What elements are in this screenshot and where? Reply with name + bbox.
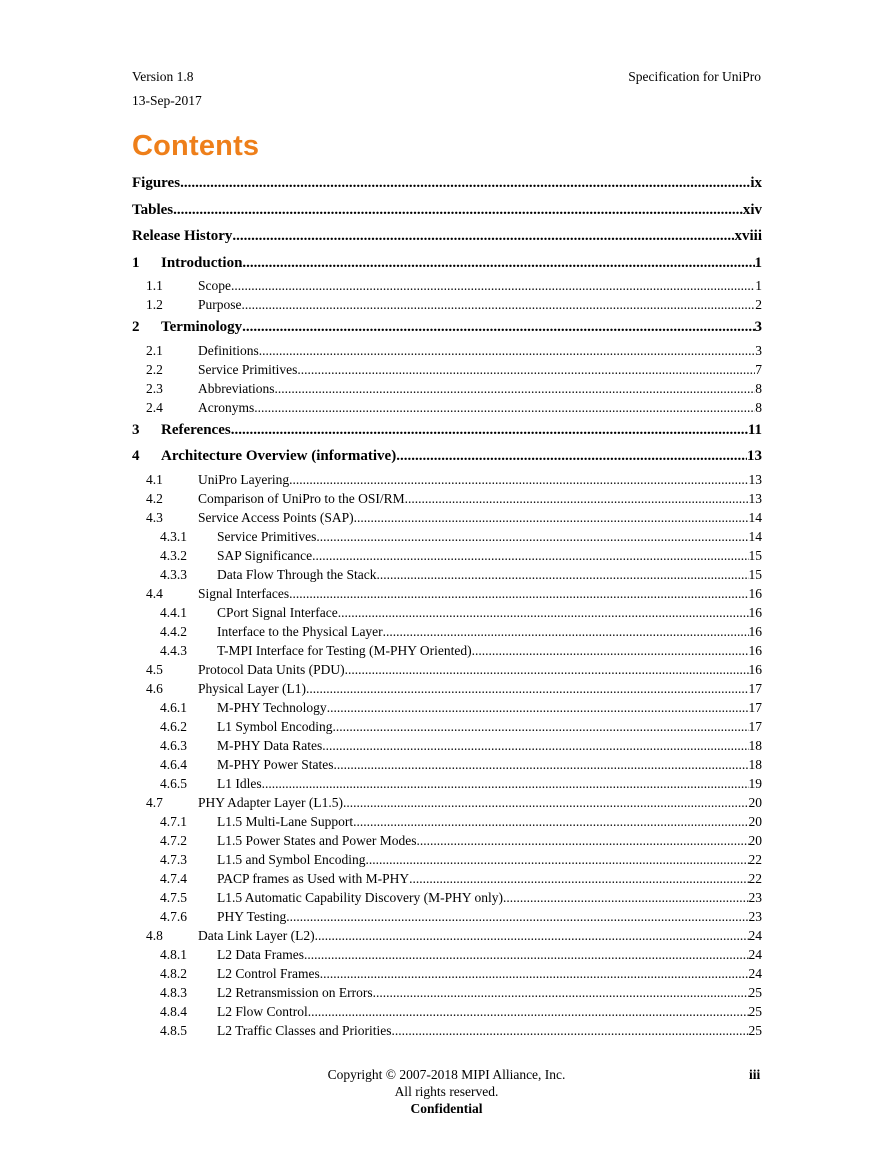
toc-entry-title[interactable]: L2 Data Frames xyxy=(217,946,304,962)
toc-entry[interactable] xyxy=(132,983,762,1002)
toc-entry[interactable] xyxy=(132,1021,762,1040)
toc-entry-number: 4.7.5 xyxy=(160,889,187,905)
toc-dot-leader xyxy=(316,527,748,546)
toc-entry-page[interactable]: 13 xyxy=(748,471,762,487)
toc-entry[interactable] xyxy=(132,398,762,417)
toc-entry[interactable] xyxy=(132,443,762,470)
footer-copyright: Copyright © 2007-2018 MIPI Alliance, Inc. xyxy=(327,1067,566,1082)
toc-entry-page[interactable]: 14 xyxy=(748,528,762,544)
toc-dot-leader xyxy=(405,489,749,508)
toc-entry[interactable] xyxy=(132,812,762,831)
toc-entry-title[interactable]: L1.5 Automatic Capability Discovery (M-PHY only) xyxy=(217,889,503,905)
toc-entry[interactable] xyxy=(132,679,762,698)
toc-entry-page[interactable]: 15 xyxy=(748,566,762,582)
toc-entry-title[interactable]: PHY Testing xyxy=(217,908,287,924)
toc-entry-title[interactable]: Signal Interfaces xyxy=(198,585,290,601)
toc-entry-number: 4.8.4 xyxy=(160,1003,187,1019)
toc-entry-number: 4.8.3 xyxy=(160,984,187,1000)
toc-entry-page[interactable]: 19 xyxy=(748,775,762,791)
toc-entry-title[interactable]: L2 Retransmission on Errors xyxy=(217,984,373,1000)
toc-dot-leader xyxy=(327,698,749,717)
toc-entry-title[interactable]: Service Access Points (SAP) xyxy=(198,509,354,525)
toc-entry-number: 4.8.1 xyxy=(160,946,187,962)
toc-entry[interactable] xyxy=(132,831,762,850)
toc-entry-title[interactable]: L2 Traffic Classes and Priorities xyxy=(217,1022,392,1038)
toc-entry-number: 4.6 xyxy=(146,680,163,696)
toc-entry-number: 4.8.5 xyxy=(160,1022,187,1038)
toc-entry-page[interactable]: 17 xyxy=(748,718,762,734)
toc-entry-number: 4.2 xyxy=(146,490,163,506)
toc-entry-page[interactable]: 20 xyxy=(748,832,762,848)
toc-entry-number: 4.6.1 xyxy=(160,699,187,715)
toc-entry-number: 4.8 xyxy=(146,927,163,943)
toc-entry[interactable] xyxy=(132,546,762,565)
toc-entry[interactable] xyxy=(132,314,762,341)
toc-dot-leader xyxy=(231,276,755,295)
toc-entry[interactable] xyxy=(132,888,762,907)
toc-entry-title[interactable]: Purpose xyxy=(198,297,242,312)
toc-entry[interactable] xyxy=(132,793,762,812)
toc-entry-title[interactable]: L2 Control Frames xyxy=(217,965,320,981)
toc-dot-leader xyxy=(353,812,748,831)
toc-dot-leader xyxy=(503,888,749,907)
toc-dot-leader xyxy=(232,223,734,250)
toc-entry-page[interactable]: 23 xyxy=(748,908,762,924)
toc-dot-leader xyxy=(289,470,748,489)
document-version: Version 1.8 xyxy=(132,69,194,84)
toc-entry-number: 4.4.2 xyxy=(160,623,187,639)
toc-entry[interactable] xyxy=(132,527,762,546)
toc-dot-leader xyxy=(242,250,754,277)
toc-dot-leader xyxy=(376,565,748,584)
toc-entry-number: 2.2 xyxy=(146,361,163,377)
toc-entry[interactable] xyxy=(132,755,762,774)
toc-dot-leader xyxy=(180,170,750,197)
toc-entry-page[interactable]: 24 xyxy=(748,946,762,962)
toc-entry-title[interactable]: Interface to the Physical Layer xyxy=(217,623,383,639)
toc-dot-leader xyxy=(289,584,748,603)
toc-entry-page[interactable]: 11 xyxy=(747,421,762,438)
toc-entry[interactable] xyxy=(132,170,762,197)
toc-entry-title[interactable]: Introduction xyxy=(161,254,243,271)
document-spec-title: Specification for UniPro xyxy=(628,69,761,84)
toc-entry-page[interactable]: 16 xyxy=(748,623,762,639)
toc-entry-page[interactable]: 13 xyxy=(748,490,762,506)
toc-entry-title[interactable]: Tables xyxy=(132,201,174,218)
toc-entry-page[interactable]: 25 xyxy=(748,984,762,1000)
toc-entry-title[interactable]: Abbreviations xyxy=(198,380,275,396)
toc-dot-leader xyxy=(383,622,749,641)
toc-entry-title[interactable]: Data Link Layer (L2) xyxy=(198,927,315,943)
toc-entry-page[interactable]: 3 xyxy=(754,319,762,335)
toc-entry[interactable] xyxy=(132,660,762,679)
toc-entry-number: 4.7 xyxy=(146,794,163,810)
toc-dot-leader xyxy=(304,945,749,964)
toc-entry-number: 4.4 xyxy=(146,585,163,601)
toc-entry-page[interactable]: 16 xyxy=(748,661,762,677)
toc-entry[interactable] xyxy=(132,223,762,250)
toc-entry[interactable] xyxy=(132,379,762,398)
toc-entry-number: 4.4.3 xyxy=(160,642,187,658)
toc-entry[interactable] xyxy=(132,945,762,964)
toc-dot-leader xyxy=(322,736,748,755)
toc-entry-page[interactable]: 16 xyxy=(748,604,762,620)
toc-entry-title[interactable]: Physical Layer (L1) xyxy=(198,680,306,696)
toc-dot-leader xyxy=(312,546,748,565)
toc-entry-number: 4.7.1 xyxy=(160,813,187,829)
toc-entry[interactable] xyxy=(132,417,762,444)
toc-entry-page[interactable]: 16 xyxy=(748,585,762,601)
toc-entry-title[interactable]: M-PHY Technology xyxy=(217,699,327,715)
toc-entry-number: 4.4.1 xyxy=(160,604,187,620)
toc-entry[interactable] xyxy=(132,276,762,295)
toc-dot-leader xyxy=(333,717,749,736)
toc-entry[interactable] xyxy=(132,774,762,793)
toc-entry[interactable] xyxy=(132,869,762,888)
toc-entry[interactable] xyxy=(132,964,762,983)
toc-entry[interactable] xyxy=(132,641,762,660)
toc-entry[interactable] xyxy=(132,508,762,527)
toc-entry-title[interactable]: T-MPI Interface for Testing (M-PHY Oriented) xyxy=(217,642,472,658)
toc-dot-leader xyxy=(392,1021,749,1040)
toc-entry[interactable] xyxy=(132,850,762,869)
toc-entry-title[interactable]: L1.5 Power States and Power Modes xyxy=(217,832,417,848)
toc-entry-page[interactable]: 18 xyxy=(748,737,762,753)
toc-dot-leader xyxy=(275,379,756,398)
toc-dot-leader xyxy=(320,964,749,983)
toc-entry-title[interactable]: Service Primitives xyxy=(217,528,317,544)
toc-dot-leader xyxy=(306,679,749,698)
toc-dot-leader xyxy=(262,774,749,793)
toc-dot-leader xyxy=(254,398,755,417)
toc-entry-page[interactable]: 17 xyxy=(748,699,762,715)
toc-dot-leader xyxy=(366,850,749,869)
toc-entry-page[interactable]: 20 xyxy=(748,794,762,810)
toc-dot-leader xyxy=(373,983,749,1002)
toc-dot-leader xyxy=(343,793,749,812)
toc-entry-number: 4.6.3 xyxy=(160,737,187,753)
toc-entry-page[interactable]: 20 xyxy=(748,813,762,829)
toc-dot-leader xyxy=(259,341,756,360)
toc-entry-page[interactable]: xiv xyxy=(742,201,762,218)
toc-entry-page[interactable]: 24 xyxy=(748,965,762,981)
toc-entry-number: 4 xyxy=(132,448,140,464)
toc-entry-page[interactable]: 16 xyxy=(748,642,762,658)
toc-entry-number: 4.7.6 xyxy=(160,908,187,924)
toc-entry-page[interactable]: 22 xyxy=(748,851,762,867)
toc-entry-number: 4.3.3 xyxy=(160,566,187,582)
table-of-contents xyxy=(132,170,762,1040)
toc-entry-number: 4.7.3 xyxy=(160,851,187,867)
toc-entry-number: 1 xyxy=(132,254,140,271)
toc-entry-page[interactable]: 8 xyxy=(755,399,762,415)
toc-dot-leader xyxy=(242,314,754,341)
toc-entry[interactable] xyxy=(132,584,762,603)
toc-entry-number: 4.6.4 xyxy=(160,756,187,772)
page-title: Contents xyxy=(132,130,260,162)
toc-entry-page[interactable]: 1 xyxy=(755,278,762,293)
toc-entry-page[interactable]: 1 xyxy=(754,254,762,271)
toc-entry-page[interactable]: 25 xyxy=(748,1003,762,1019)
toc-entry-page[interactable]: 2 xyxy=(755,297,762,312)
toc-entry[interactable] xyxy=(132,1002,762,1021)
toc-entry-number: 4.7.2 xyxy=(160,832,187,848)
toc-entry-number: 4.3 xyxy=(146,509,163,525)
toc-entry[interactable] xyxy=(132,489,762,508)
toc-entry-title[interactable]: M-PHY Data Rates xyxy=(217,737,323,753)
toc-entry-page[interactable]: 13 xyxy=(747,448,762,464)
footer-rights: All rights reserved. xyxy=(394,1084,499,1099)
toc-entry-page[interactable]: 22 xyxy=(748,870,762,886)
toc-entry-page[interactable]: ix xyxy=(750,175,762,191)
toc-entry-number: 1.2 xyxy=(146,297,163,312)
toc-entry[interactable] xyxy=(132,926,762,945)
toc-entry[interactable] xyxy=(132,341,762,360)
toc-entry-title[interactable]: Scope xyxy=(198,278,231,293)
toc-dot-leader xyxy=(297,360,755,379)
footer-page-number: iii xyxy=(749,1067,761,1082)
toc-entry-title[interactable]: Data Flow Through the Stack xyxy=(217,566,377,582)
toc-entry-page[interactable]: 8 xyxy=(755,380,762,396)
toc-entry-number: 4.6.5 xyxy=(160,775,187,791)
toc-entry[interactable] xyxy=(132,295,762,314)
toc-entry-page[interactable]: 7 xyxy=(755,361,762,377)
toc-entry-number: 4.8.2 xyxy=(160,965,187,981)
toc-entry-page[interactable]: 18 xyxy=(748,756,762,772)
toc-entry-title[interactable]: PACP frames as Used with M-PHY xyxy=(217,870,410,886)
toc-dot-leader xyxy=(396,443,747,470)
toc-dot-leader xyxy=(286,907,748,926)
toc-entry-title[interactable]: Definitions xyxy=(198,342,259,358)
toc-entry-title[interactable]: M-PHY Power States xyxy=(217,756,334,772)
toc-entry-page[interactable]: 25 xyxy=(748,1022,762,1038)
document-date: 13-Sep-2017 xyxy=(132,93,202,108)
toc-dot-leader xyxy=(308,1002,749,1021)
toc-entry-title[interactable]: L1.5 and Symbol Encoding xyxy=(217,851,366,867)
toc-entry-number: 3 xyxy=(132,421,140,438)
toc-dot-leader xyxy=(338,603,749,622)
toc-entry[interactable] xyxy=(132,907,762,926)
toc-dot-leader xyxy=(242,295,756,314)
toc-entry-number: 4.1 xyxy=(146,471,163,487)
toc-entry-number: 4.7.4 xyxy=(160,870,187,886)
toc-entry-page[interactable]: 23 xyxy=(748,889,762,905)
toc-entry-number: 4.3.2 xyxy=(160,547,187,563)
toc-entry-number: 4.3.1 xyxy=(160,528,187,544)
toc-dot-leader xyxy=(231,417,748,444)
toc-dot-leader xyxy=(354,508,749,527)
toc-entry-title[interactable]: Service Primitives xyxy=(198,361,298,377)
toc-dot-leader xyxy=(334,755,749,774)
toc-dot-leader xyxy=(173,197,743,224)
toc-entry-title[interactable]: L1.5 Multi-Lane Support xyxy=(217,813,354,829)
toc-entry-page[interactable]: 15 xyxy=(748,547,762,563)
toc-entry-title[interactable]: SAP Significance xyxy=(217,547,313,563)
toc-entry[interactable] xyxy=(132,603,762,622)
toc-entry[interactable] xyxy=(132,565,762,584)
toc-entry-title[interactable]: Figures xyxy=(132,175,181,191)
toc-entry-number: 2.1 xyxy=(146,342,163,358)
toc-entry-page[interactable]: xviii xyxy=(734,228,762,244)
toc-entry-title[interactable]: Acronyms xyxy=(198,399,255,415)
toc-entry-title[interactable]: L1 Symbol Encoding xyxy=(217,718,333,734)
toc-entry-title[interactable]: L1 Idles xyxy=(217,775,262,791)
toc-entry-number: 1.1 xyxy=(146,278,163,293)
toc-entry-title[interactable]: Release History xyxy=(132,228,233,244)
toc-entry-title[interactable]: References xyxy=(161,421,231,438)
toc-entry-title[interactable]: Protocol Data Units (PDU) xyxy=(198,661,345,677)
toc-entry-title[interactable]: CPort Signal Interface xyxy=(217,604,338,620)
toc-dot-leader xyxy=(345,660,749,679)
toc-dot-leader xyxy=(472,641,749,660)
toc-dot-leader xyxy=(315,926,749,945)
toc-entry-title[interactable]: UniPro Layering xyxy=(198,471,290,487)
toc-entry-page[interactable]: 17 xyxy=(748,680,762,696)
toc-dot-leader xyxy=(409,869,748,888)
toc-entry-number: 2 xyxy=(132,319,140,335)
toc-entry[interactable] xyxy=(132,250,762,277)
toc-entry-title[interactable]: L2 Flow Control xyxy=(217,1003,308,1019)
toc-entry[interactable] xyxy=(132,622,762,641)
toc-dot-leader xyxy=(416,831,748,850)
toc-entry-page[interactable]: 14 xyxy=(748,509,762,525)
toc-entry-number: 4.6.2 xyxy=(160,718,187,734)
toc-entry-page[interactable]: 24 xyxy=(748,927,762,943)
toc-entry-number: 4.5 xyxy=(146,661,163,677)
toc-entry-title[interactable]: Comparison of UniPro to the OSI/RM xyxy=(198,490,405,506)
toc-entry[interactable] xyxy=(132,698,762,717)
toc-entry[interactable] xyxy=(132,470,762,489)
toc-entry-title[interactable]: Terminology xyxy=(161,319,243,335)
toc-entry[interactable] xyxy=(132,717,762,736)
toc-entry-number: 2.3 xyxy=(146,380,163,396)
footer-confidential: Confidential xyxy=(410,1101,483,1116)
toc-entry[interactable] xyxy=(132,360,762,379)
toc-entry-title[interactable]: Architecture Overview (informative) xyxy=(161,448,397,464)
toc-entry[interactable] xyxy=(132,736,762,755)
toc-entry[interactable] xyxy=(132,197,762,224)
toc-entry-page[interactable]: 3 xyxy=(755,342,762,358)
toc-entry-title[interactable]: PHY Adapter Layer (L1.5) xyxy=(198,794,343,810)
toc-entry-number: 2.4 xyxy=(146,399,163,415)
